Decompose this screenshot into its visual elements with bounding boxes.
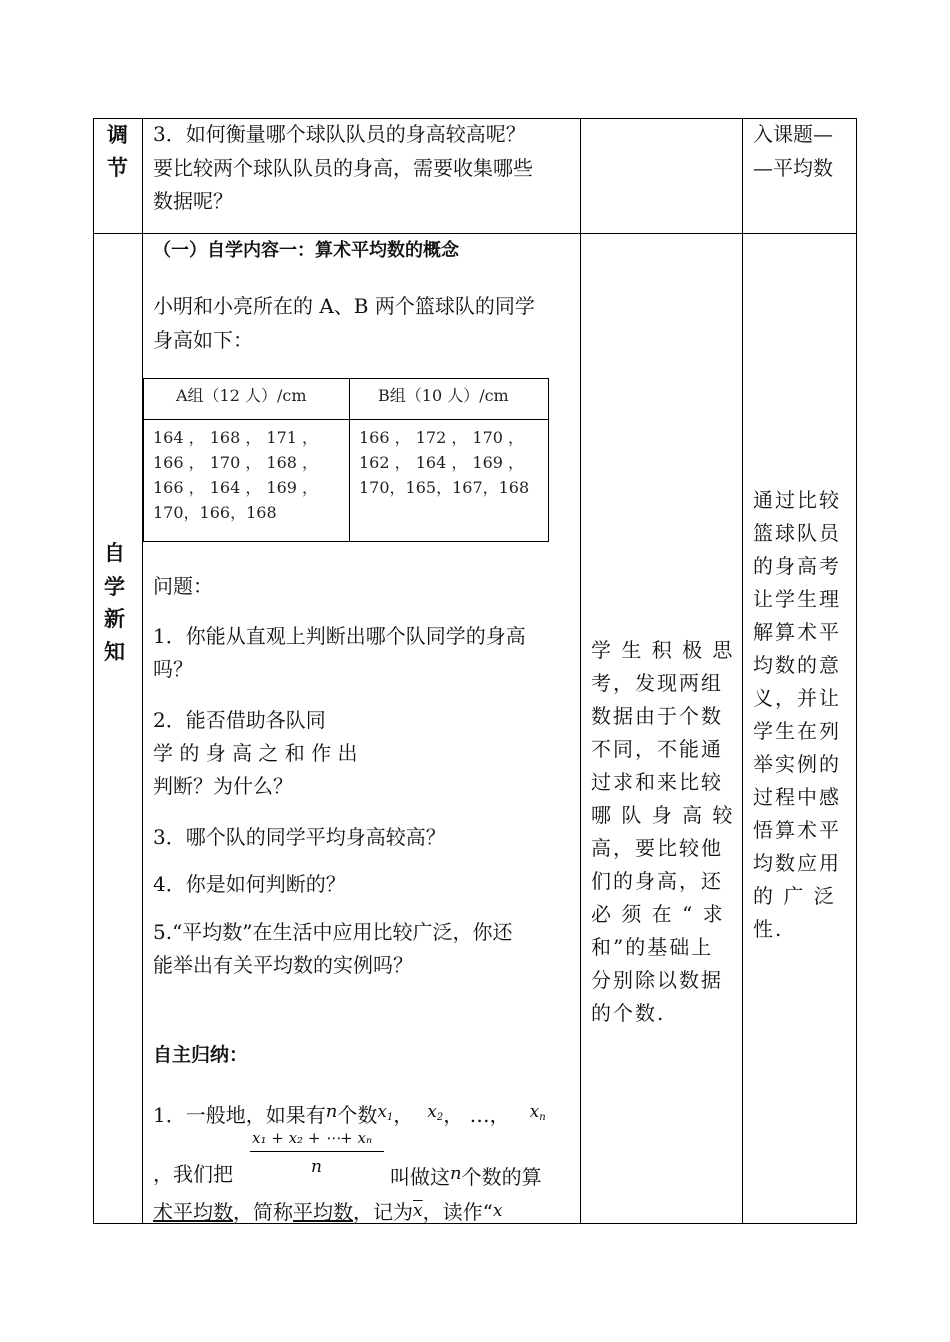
height-table-header-b: B组（10 人）/cm xyxy=(378,386,509,405)
activity-line: 高，要比较他 xyxy=(591,836,723,860)
math-subscript: 2 xyxy=(436,1112,444,1123)
height-table-cell-b: 162 ， 164 ， 169 ， xyxy=(359,453,525,472)
height-table-header-a: A组（12 人）/cm xyxy=(176,386,307,405)
math-x: x xyxy=(492,1201,503,1221)
height-table-cell-a: 166 ， 170 ， 168 ， xyxy=(153,453,319,472)
column-divider-3 xyxy=(742,118,743,1224)
height-table-cell-b: 166 ， 172 ， 170 ， xyxy=(359,428,525,447)
height-table-cell-b: 170，165，167，168 xyxy=(359,478,530,497)
definition-text: 1．一般地，如果有 xyxy=(153,1103,326,1127)
activity-line: 们的身高，还 xyxy=(591,869,723,893)
height-table xyxy=(143,378,549,542)
height-table-header-divider xyxy=(144,419,548,420)
fraction-denominator: n xyxy=(311,1157,322,1177)
definition-line-2a: ，我们把 xyxy=(153,1162,233,1186)
question-5-line: 能举出有关平均数的实例吗？ xyxy=(153,953,413,977)
intent-line: 的身高考 xyxy=(753,554,841,578)
math-x-bar: $\overline{x}$ xyxy=(413,1201,423,1221)
math-x: x xyxy=(377,1102,387,1122)
content-line: 数据呢？ xyxy=(153,189,233,213)
question-3: 3．哪个队的同学平均身高较高？ xyxy=(153,825,446,849)
activity-line: 哪 队 身 高 较 xyxy=(591,803,735,827)
definition-line-1 xyxy=(153,1098,546,1132)
question-2-line: 2．能否借助各队同 xyxy=(153,708,326,732)
definition-text: ，记为 xyxy=(353,1200,413,1224)
intent-line: 义，并让 xyxy=(753,686,841,710)
activity-line: 的个数. xyxy=(591,1001,666,1025)
question-2-line: 判断？为什么？ xyxy=(153,774,293,798)
definition-line-3 xyxy=(153,1197,502,1226)
intent-line: 解算术平 xyxy=(753,620,841,644)
fraction-numerator: x₁ + x₂ + ⋯+ xₙ xyxy=(252,1129,373,1147)
math-n: n xyxy=(450,1163,462,1184)
activity-line: 不同，不能通 xyxy=(591,737,723,761)
activity-line: 数据由于个数 xyxy=(591,704,723,728)
row2-label-char: 自 xyxy=(104,541,125,565)
definition-text: ，读作“ xyxy=(422,1200,493,1224)
intent-line: 通过比较 xyxy=(753,488,841,512)
intent-line: 让学生理 xyxy=(753,587,841,611)
row1-label-char: 节 xyxy=(107,156,128,180)
content-line: 3．如何衡量哪个球队队员的身高较高呢？ xyxy=(153,122,526,146)
intro-line: 小明和小亮所在的 A、B 两个篮球队的同学 xyxy=(153,294,535,318)
height-table-cell-a: 164 ， 168 ， 171 ， xyxy=(153,428,319,447)
row2-label-char: 知 xyxy=(104,640,125,664)
content-line: 要比较两个球队队员的身高，需要收集哪些 xyxy=(153,156,533,180)
activity-line: 考，发现两组 xyxy=(591,671,723,695)
math-x2 xyxy=(427,1102,443,1122)
height-table-divider xyxy=(349,379,350,541)
fraction-bar xyxy=(250,1151,384,1152)
intent-line: 过程中感 xyxy=(753,785,841,809)
term-arithmetic-mean: 术平均数 xyxy=(153,1200,233,1224)
summary-title: 自主归纳： xyxy=(153,1044,249,1066)
intent-line: 的 广 泛 xyxy=(753,884,836,908)
table-left-border xyxy=(93,118,94,1224)
question-2-line: 学 的 身 高 之 和 作 出 xyxy=(153,741,358,765)
question-5-line: 5.“平均数”在生活中应用比较广泛，你还 xyxy=(153,920,513,944)
question-1-line: 1．你能从直观上判断出哪个队同学的身高 xyxy=(153,624,526,648)
height-table-cell-a: 170，166，168 xyxy=(153,503,277,522)
row1-label-char: 调 xyxy=(107,123,128,147)
intent-line: 入课题— xyxy=(753,122,833,146)
table-right-border xyxy=(856,118,857,1224)
question-4: 4．你是如何判断的？ xyxy=(153,872,346,896)
activity-line: 过求和来比较 xyxy=(591,770,723,794)
math-xn xyxy=(530,1102,546,1122)
intent-line: 学生在列 xyxy=(753,719,841,743)
activity-line: 和”的基础上 xyxy=(591,935,714,959)
math-subscript: 1 xyxy=(386,1112,394,1123)
math-subscript: n xyxy=(539,1112,546,1123)
intent-line: 举实例的 xyxy=(753,752,841,776)
activity-line: 分别除以数据 xyxy=(591,968,723,992)
definition-line-2b xyxy=(390,1160,542,1191)
section-title: （一）自学内容一：算术平均数的概念 xyxy=(153,240,459,261)
math-x1 xyxy=(377,1102,393,1122)
intent-line: 均数应用 xyxy=(753,851,841,875)
math-n: n xyxy=(325,1101,338,1122)
row2-label-char: 学 xyxy=(104,575,125,599)
intro-line: 身高如下： xyxy=(153,328,253,352)
intent-line: 性. xyxy=(753,917,784,941)
column-divider-2 xyxy=(580,118,581,1224)
activity-line: 必 须 在 “ 求 xyxy=(591,902,725,926)
term-mean: 平均数 xyxy=(293,1200,353,1224)
intent-line: 均数的意 xyxy=(753,653,841,677)
intent-line: 悟算术平 xyxy=(753,818,841,842)
math-x: x xyxy=(529,1102,540,1122)
intent-line: —平均数 xyxy=(753,156,833,180)
questions-title: 问题： xyxy=(153,574,213,598)
definition-text: 叫做这 xyxy=(390,1165,450,1189)
math-x: x xyxy=(427,1102,437,1122)
definition-dots: ， …， xyxy=(443,1103,510,1127)
definition-text: 个数的算 xyxy=(461,1165,542,1189)
height-table-cell-a: 166 ， 164 ， 169 ， xyxy=(153,478,319,497)
row2-label-char: 新 xyxy=(104,607,125,631)
column-divider-1 xyxy=(142,118,143,1224)
intent-line: 篮球队员 xyxy=(753,521,841,545)
definition-text: ，简称 xyxy=(233,1200,293,1224)
question-1-line: 吗？ xyxy=(153,657,193,681)
definition-text: 个数 xyxy=(337,1103,378,1127)
activity-line: 学 生 积 极 思 xyxy=(591,638,735,662)
definition-comma: ， xyxy=(393,1103,414,1127)
